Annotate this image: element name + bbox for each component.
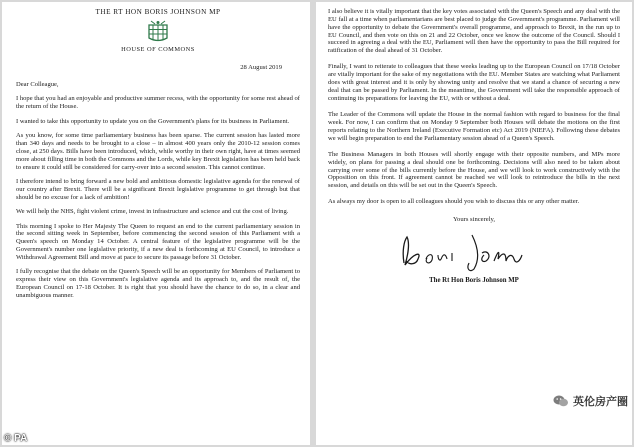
signature (374, 229, 574, 275)
paragraph: I also believe it is vitally important that the key votes associated with the Queen's Speech and any deal with the EU fall at a time when parliamentarians are best placed to judge the Government's programme. Parliament will have the opportunity to debate the Government's overall programme, and approach to Brexit, in the run up to EU Council, and then vote on this on 21 and 22 October, once we know the outcome of the Council. Should I succeed in agreeing a deal with the EU, Parliament will then have the opportunity to pass the Bill required for ratification of the deal ahead of 31 October. (328, 8, 620, 55)
paragraph: I wanted to take this opportunity to update you on the Government's plans for its business in Parliament. (16, 117, 290, 125)
paragraph: I fully recognise that the debate on the Queen's Speech will be an opportunity for Members of Parliament to express their view on this Government's legislative agenda and its approach to, and the result of, the European Council on 17-18 October. It is right that you should have the chance to do so, in a clear and unambiguous manner. (16, 268, 300, 299)
paragraph: I hope that you had an enjoyable and productive summer recess, with the opportunity for some rest ahead of the return of the House. (16, 95, 300, 111)
letter-page-right (316, 2, 632, 445)
letterhead-name: THE RT HON BORIS JOHNSON MP (95, 8, 221, 16)
credit-text: PA (14, 433, 28, 444)
letter-date: 28 August 2019 (240, 64, 282, 71)
paragraph: The Leader of the Commons will update the House in the normal fashion with regard to business for the final week. For now, I can confirm that on Monday 9 September both Houses will debate the motions on the first reports relating to the Northern Ireland (Executive Formation etc) Act 2019 (NIEFA). Following these debates we will begin preparation to end the Parliamentary session ahead of a Queen's Speech. (328, 111, 620, 142)
paragraph: This morning I spoke to Her Majesty The Queen to request an end to the current parliamentary session in the second sitting week in September, before commencing the second session of this Parliament with a Queen's speech on Monday 14 October. A central feature of the legislative programme will be the Government's number one legislative priority, if a new deal is forthcoming at EU Council, to introduce a Withdrawal Agreement Bill and move at pace to secure its passage before 31 October. (16, 222, 300, 261)
closing: Yours sincerely, (452, 216, 496, 224)
signatory-name: The Rt Hon Boris Johnson MP (429, 277, 519, 285)
portcullis-icon (147, 20, 169, 44)
salutation: Dear Colleague, (16, 81, 59, 88)
paragraph: Finally, I want to reiterate to colleagues that these weeks leading up to the European Council on 17/18 October are vitally important for the sake of my negotiations with the EU. Member States are watching what Parliament does with great interest and it is only by showing unity and resolve that we stand a chance of securing a new deal that can be passed by Parliament. In the meantime, the Government will take the responsible approach of continuing its preparations for leaving the EU, with or without a deal. (328, 63, 620, 102)
paragraph: We will help the NHS, fight violent crime, invest in infrastructure and science and cut the cost of living. (16, 208, 289, 216)
paragraph: As you know, for some time parliamentary business has been sparse. The current session has lasted more than 340 days and needs to be brought to a close – in almost 400 years only the 2010-12 session comes close, at 250 days. Bills have been introduced, which, while worthy in their own right, have at times seemed more about filling time in both the Commons and the Lords, while key Brexit legislation has been held back to ensure it could still be considered for carry-over into a second session. This cannot continue. (16, 132, 300, 171)
letter-page-left (2, 2, 310, 445)
watermark-text: 英伦房产圈 (573, 395, 628, 408)
watermark (553, 393, 628, 409)
paragraph: The Business Managers in both Houses will shortly engage with their opposite numbers, and MPs more widely, on plans for passing a deal should one be forthcoming. Decisions will also need to be taken about carrying over some of the bills currently before the House, and we will look to work constructively with the Opposition on this front. If agreement cannot be reached we will look to reintroduce the bills in the next session, and details on this will be set out in the Queen's Speech. (328, 150, 620, 190)
paragraph: As always my door is open to all colleagues should you wish to discuss this or any other matter. (328, 198, 580, 206)
letterhead-house: HOUSE OF COMMONS (121, 46, 195, 53)
wechat-icon (553, 394, 569, 408)
photo-credit: © PA (4, 433, 28, 444)
paragraph: I therefore intend to bring forward a new bold and ambitious domestic legislative agenda for the renewal of our country after Brexit. There will be a significant Brexit legislative programme to get through but that should be no excuse for a lack of ambition! (16, 177, 300, 201)
